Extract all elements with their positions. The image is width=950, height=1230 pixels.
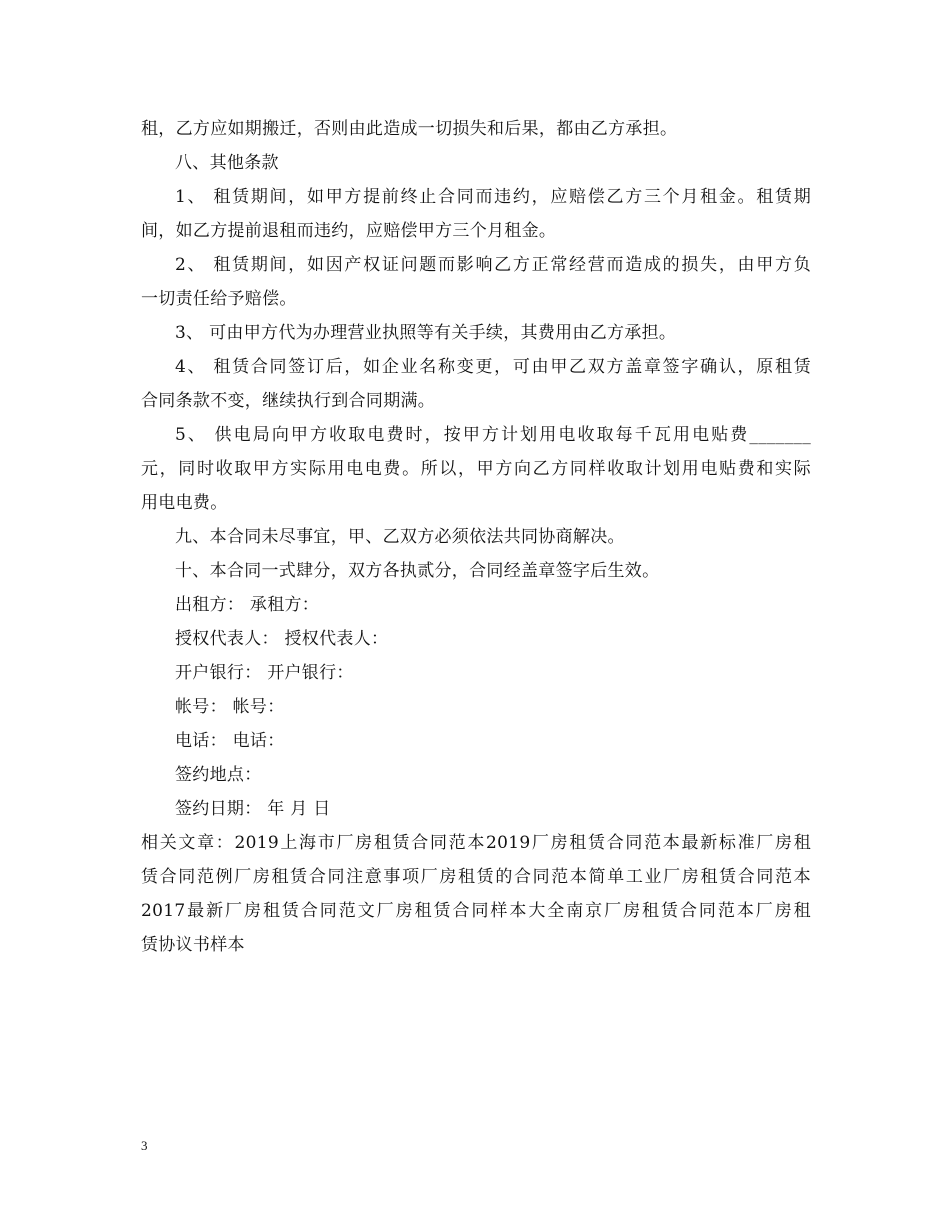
text-line: 2、 租赁期间，如因产权证问题而影响乙方正常经营而造成的损失，由甲方负 xyxy=(175,255,811,275)
text-line: 十、本合同一式肆分，双方各执贰分，合同经盖章签字后生效。 xyxy=(175,561,660,581)
text-line: 3、 可由甲方代为办理营业执照等有关手续，其费用由乙方承担。 xyxy=(175,323,677,343)
text-line: 赁协议书样本 xyxy=(141,935,245,955)
text-line: 电话： 电话： xyxy=(175,731,285,751)
text-line: 一切责任给予赔偿。 xyxy=(141,289,297,309)
text-line: 九、本合同未尽事宜，甲、乙双方必须依法共同协商解决。 xyxy=(175,527,625,547)
text-line: 1、 租赁期间，如甲方提前终止合同而违约，应赔偿乙方三个月租金。租赁期 xyxy=(175,187,811,207)
text-line: 出租方： 承租方： xyxy=(175,595,320,615)
document-body xyxy=(141,112,811,962)
text-line: 帐号： 帐号： xyxy=(175,697,285,717)
page-number: 3 xyxy=(141,1138,148,1153)
text-line: 签约日期： 年 月 日 xyxy=(175,799,331,819)
text-line: 2017最新厂房租赁合同范文厂房租赁合同样本大全南京厂房租赁合同范本厂房租 xyxy=(141,901,811,921)
text-line: 签约地点： xyxy=(175,765,262,785)
text-line: 赁合同范例厂房租赁合同注意事项厂房租赁的合同范本简单工业厂房租赁合同范本 xyxy=(141,867,811,887)
text-line: 授权代表人： 授权代表人： xyxy=(175,629,389,649)
text-line: 间，如乙方提前退租而违约，应赔偿甲方三个月租金。 xyxy=(141,221,557,241)
text-line: 4、 租赁合同签订后，如企业名称变更，可由甲乙双方盖章签字确认，原租赁 xyxy=(175,357,811,377)
text-line: 元，同时收取甲方实际用电电费。所以，甲方向乙方同样收取计划用电贴费和实际 xyxy=(141,459,811,479)
text-line: 合同条款不变，继续执行到合同期满。 xyxy=(141,391,436,411)
text-line: 相关文章：2019上海市厂房租赁合同范本2019厂房租赁合同范本最新标准厂房租 xyxy=(141,833,811,853)
text-line: 八、其他条款 xyxy=(175,153,279,173)
text-line: 租，乙方应如期搬迁，否则由此造成一切损失和后果，都由乙方承担。 xyxy=(141,119,678,139)
text-line: 用电电费。 xyxy=(141,493,228,513)
text-line: 5、 供电局向甲方收取电费时，按甲方计划用电收取每千瓦用电贴费_______ xyxy=(175,425,811,445)
text-line: 开户银行： 开户银行： xyxy=(175,663,354,683)
